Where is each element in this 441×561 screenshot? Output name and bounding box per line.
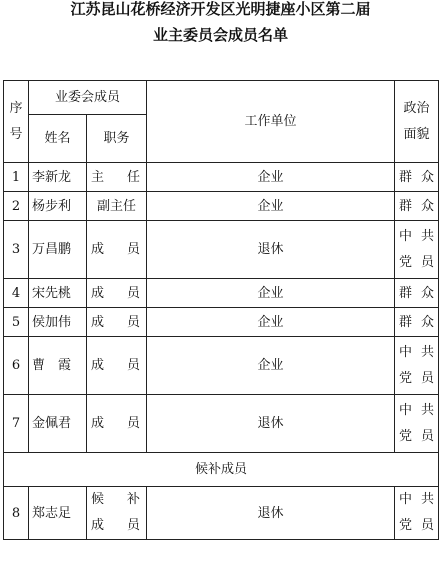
row-name: 杨步利: [29, 192, 87, 221]
row-politics: 群 众: [395, 192, 439, 221]
header-committee: 业委会成员: [29, 81, 147, 115]
row-politics: 中 共 党 员: [395, 337, 439, 395]
row-workplace: 退休: [147, 395, 395, 453]
row-seq: 2: [4, 192, 29, 221]
row-workplace: 企业: [147, 163, 395, 192]
row-politics: 群 众: [395, 308, 439, 337]
header-name: 姓名: [29, 115, 87, 163]
row-duty: 成 员: [87, 395, 147, 453]
row-seq: 8: [4, 487, 29, 540]
row-duty: 候 补 成 员: [87, 487, 147, 540]
row-seq: 6: [4, 337, 29, 395]
table-row: [4, 487, 439, 540]
row-workplace: 退休: [147, 487, 395, 540]
table-row: [4, 337, 439, 395]
row-name: 宋先桃: [29, 279, 87, 308]
row-politics: 群 众: [395, 279, 439, 308]
table-row: [4, 221, 439, 279]
member-table: [3, 80, 439, 540]
alternate-section-header: 候补成员: [4, 453, 439, 487]
row-name: 李新龙: [29, 163, 87, 192]
row-duty: 成 员: [87, 308, 147, 337]
row-seq: 7: [4, 395, 29, 453]
row-duty: 成 员: [87, 279, 147, 308]
header-seq: 序 号: [4, 81, 29, 163]
row-name: 曹 霞: [29, 337, 87, 395]
row-workplace: 企业: [147, 308, 395, 337]
row-duty: 成 员: [87, 337, 147, 395]
row-workplace: 企业: [147, 337, 395, 395]
row-name: 侯加伟: [29, 308, 87, 337]
table-row: [4, 192, 439, 221]
row-politics: 中 共 党 员: [395, 395, 439, 453]
row-politics: 中 共 党 员: [395, 487, 439, 540]
row-duty: 成 员: [87, 221, 147, 279]
table-row: [4, 395, 439, 453]
row-workplace: 企业: [147, 279, 395, 308]
row-seq: 5: [4, 308, 29, 337]
header-politics: 政治 面貌: [395, 81, 439, 163]
table-row: [4, 279, 439, 308]
header-duty: 职务: [87, 115, 147, 163]
row-name: 万昌鹏: [29, 221, 87, 279]
header-workplace: 工作单位: [147, 81, 395, 163]
row-name: 金佩君: [29, 395, 87, 453]
row-seq: 1: [4, 163, 29, 192]
row-workplace: 企业: [147, 192, 395, 221]
row-duty: 副主任: [87, 192, 147, 221]
row-workplace: 退休: [147, 221, 395, 279]
row-politics: 中 共 党 员: [395, 221, 439, 279]
row-duty: 主 任: [87, 163, 147, 192]
row-seq: 4: [4, 279, 29, 308]
document-subtitle: 业主委员会成员名单: [152, 26, 288, 44]
row-name: 郑志足: [29, 487, 87, 540]
table-row: [4, 163, 439, 192]
document-title: 江苏昆山花桥经济开发区光明捷座小区第二届: [70, 0, 371, 18]
row-politics: 群 众: [395, 163, 439, 192]
table-row: [4, 308, 439, 337]
row-seq: 3: [4, 221, 29, 279]
